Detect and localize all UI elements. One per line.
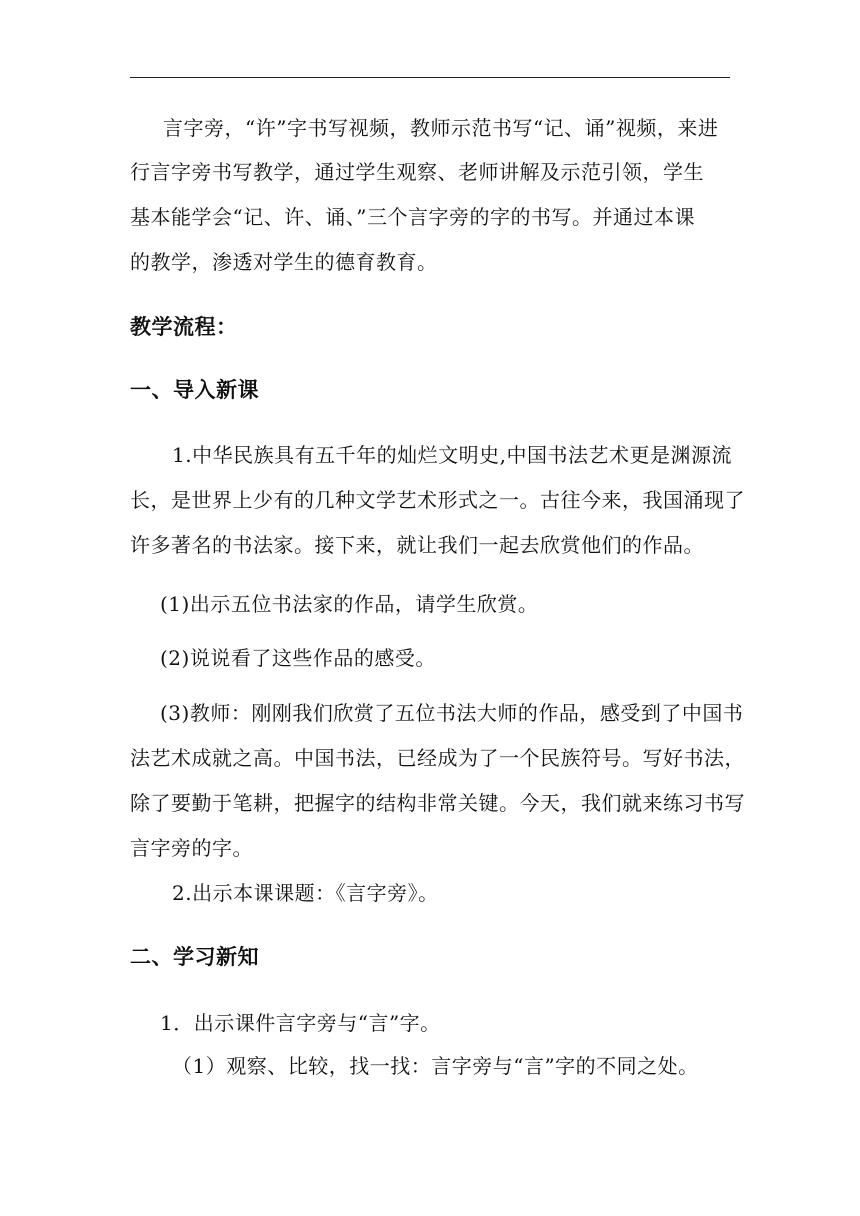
intro-line-3: 基本能学会“记、许、诵、”三个言字旁的字的书写。并通过本课 [130, 205, 695, 229]
section2-heading: 二、学习新知 [130, 945, 259, 969]
section1-sub3-line-2: 法艺术成就之高。中国书法，已经成为了一个民族符号。写好书法， [130, 746, 745, 770]
section1-item2: 2.出示本课课题：《言字旁》。 [172, 881, 439, 905]
section2-sub1: （1）观察、比较，找一找：言字旁与“言”字的不同之处。 [172, 1054, 699, 1078]
section1-sub3-line-1: (3)教师：刚刚我们欣赏了五位书法大师的作品，感受到了中国书 [160, 701, 744, 725]
section1-sub3-line-3: 除了要勤于笔耕，把握字的结构非常关键。今天，我们就来练习书写 [130, 791, 745, 815]
section1-item1-line-3: 许多著名的书法家。接下来，就让我们一起去欣赏他们的作品。 [130, 533, 704, 557]
header-rule [130, 77, 730, 78]
intro-line-4: 的教学，渗透对学生的德育教育。 [130, 250, 438, 274]
section1-heading: 一、导入新课 [130, 378, 259, 402]
section1-item1-line-1: 1.中华民族具有五千年的灿烂文明史,中国书法艺术更是渊源流 [172, 443, 732, 467]
section1-sub3-line-4: 言字旁的字。 [130, 836, 253, 860]
section1-item1-line-2: 长，是世界上少有的几种文学艺术形式之一。古往今来，我国涌现了 [130, 488, 745, 512]
intro-line-2: 行言字旁书写教学，通过学生观察、老师讲解及示范引领，学生 [130, 160, 704, 184]
heading-teaching-process: 教学流程： [130, 315, 238, 339]
intro-line-1: 言字旁，“许”字书写视频，教师示范书写“记、诵”视频，来进 [163, 116, 719, 140]
section1-sub2: (2)说说看了这些作品的感受。 [160, 646, 436, 670]
section2-item1: 1．出示课件言字旁与“言”字。 [160, 1011, 441, 1035]
section1-sub1: (1)出示五位书法家的作品，请学生欣赏。 [160, 592, 539, 616]
